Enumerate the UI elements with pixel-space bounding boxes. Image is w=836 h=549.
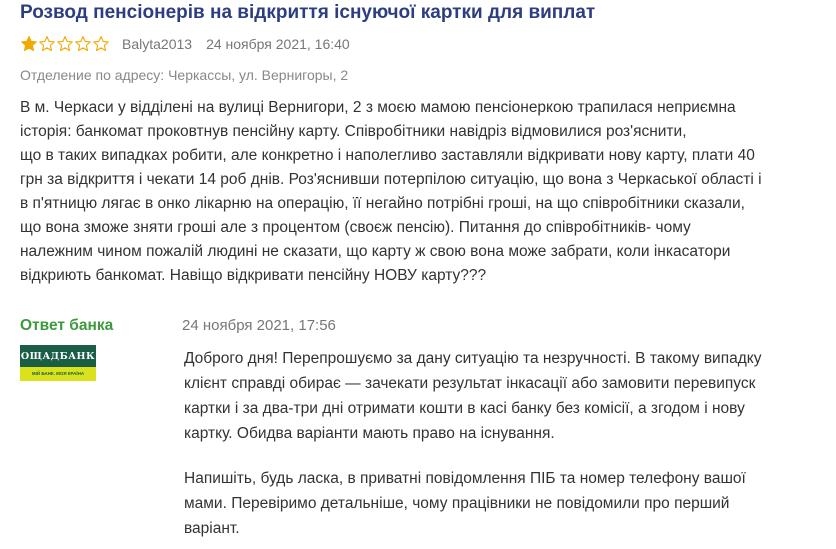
bank-logo xyxy=(20,345,96,381)
answer-body-line: картки і за два-три дні отримати кошти в касі банку без комісії, а згодом і нову xyxy=(184,400,745,417)
star-empty-icon xyxy=(74,35,92,53)
answer-body-line: Доброго дня! Перепрошуємо за дану ситуацію та незручності. В такому випадку xyxy=(184,350,762,367)
answer-body-line: клієнт справді обирає — зачекати результат інкасації або замовити перевипуск xyxy=(184,375,756,392)
answer-body-line: картку. Обидва варіанти мають право на існування. xyxy=(184,425,555,442)
review-body-line: що вона зможе зняти гроші але з процентом (своєж пенсію). Питання до співробітників- чому xyxy=(20,219,691,236)
answer-body-line: варіант. xyxy=(184,520,240,537)
answer-body-line: мами. Перевіримо детальніше, чому працівники не повідомили про перший xyxy=(184,495,730,512)
review-title[interactable]: Розвод пенсіонерів на відкриття існуючої картки для виплат xyxy=(20,2,596,23)
star-filled-icon xyxy=(20,35,38,53)
bank-logo-strip xyxy=(20,367,96,381)
review-author[interactable]: Balyta2013 xyxy=(122,36,193,52)
star-empty-icon xyxy=(38,35,56,53)
review-body xyxy=(20,96,810,288)
branch-address: Отделение по адресу: Черкассы, ул. Вернигоры, 2 xyxy=(20,67,349,83)
review-body-line: історія: банкомат проковтнув пенсійну карту. Співробітники навідріз відмовилися роз'яснити, xyxy=(20,123,687,140)
review-body-line: в п'ятницю лягає в онко лікарню на операцію, її негайно потрібні гроші, на що співробітники сказали, xyxy=(20,195,745,212)
bank-logo-name: ОЩАДБАНК xyxy=(20,351,96,362)
star-empty-icon xyxy=(56,35,74,53)
review-date: 24 ноября 2021, 16:40 xyxy=(206,36,350,52)
review-body-line: грн за відкриття і чекати 14 роб днів. Роз'яснивши потерпілою ситуацію, що вона з Черкаської області і xyxy=(20,171,762,188)
paragraph-gap xyxy=(184,446,804,466)
review-body-line: відкриють банкомат. Навіщо відкривати пенсійну НОВУ карту??? xyxy=(20,267,487,284)
bank-answer-label: Ответ банка xyxy=(20,317,114,334)
review-body-line: належним чином пожалій людині не сказати, що карту ж свою вона може забрати, коли інкасатори xyxy=(20,243,731,260)
review-body-line: що в таких випадках робити, але конкретно і наполегливо заставляли відкривати нову карту, плати 40 xyxy=(20,147,755,164)
review-meta xyxy=(20,35,350,53)
answer-date: 24 ноября 2021, 17:56 xyxy=(182,317,336,334)
answer-body-line: Напишіть, будь ласка, в приватні повідомлення ПІБ та номер телефону вашої xyxy=(184,470,746,487)
bank-logo-slogan: МІЙ БАНК. МОЯ КРАЇНА xyxy=(31,371,85,376)
answer-body xyxy=(184,346,804,541)
star-empty-icon xyxy=(92,35,110,53)
rating-stars xyxy=(20,35,110,53)
review-body-line: В м. Черкаси у відділені на вулиці Вернигори, 2 з моєю мамою пенсіонеркою трапилася неприємна xyxy=(20,99,736,116)
